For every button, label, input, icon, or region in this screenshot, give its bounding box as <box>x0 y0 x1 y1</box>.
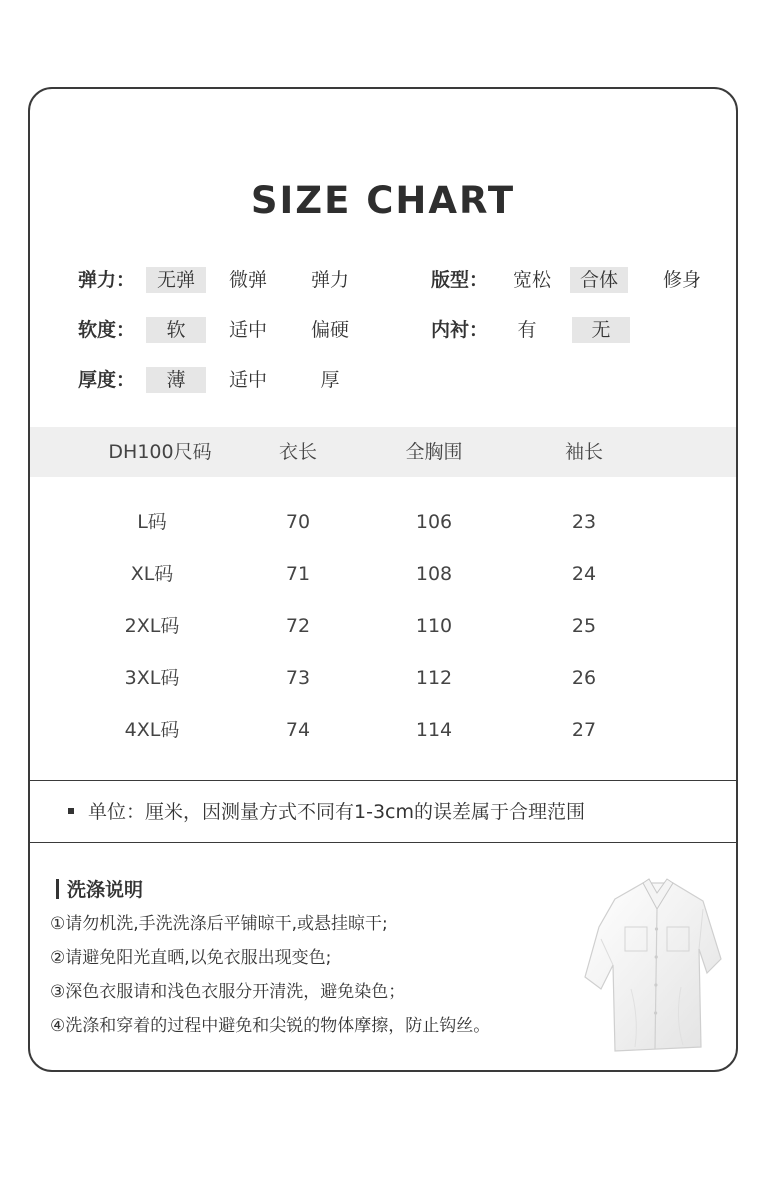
header-length: 衣长 <box>278 441 317 463</box>
cell-chest: 108 <box>415 563 453 585</box>
attr-row-3 <box>78 367 718 393</box>
unit-note-text: 单位：厘米，因测量方式不同有1-3cm的误差属于合理范围 <box>88 801 585 823</box>
cell-sleeve: 25 <box>571 615 597 637</box>
thickness-option-thick: 厚 <box>320 369 340 391</box>
softness-option-soft: 软 <box>146 317 206 343</box>
table-row <box>30 715 736 745</box>
wash-title <box>56 877 143 903</box>
table-row <box>30 663 736 693</box>
divider-top <box>30 780 736 781</box>
elasticity-label: 弹力： <box>78 269 136 291</box>
thickness-option-thin: 薄 <box>146 367 206 393</box>
unit-note <box>68 797 585 827</box>
cell-size: XL码 <box>130 563 174 585</box>
wash-line: ②请避免阳光直晒,以免衣服出现变色; <box>50 948 332 968</box>
cell-length: 74 <box>285 719 311 741</box>
fit-option-loose: 宽松 <box>512 269 551 291</box>
attr-row-1 <box>78 267 718 293</box>
cell-chest: 106 <box>415 511 453 533</box>
table-row <box>30 611 736 641</box>
page-title: SIZE CHART <box>250 179 516 222</box>
cell-chest: 110 <box>415 615 453 637</box>
attr-row-2 <box>78 317 718 343</box>
table-row <box>30 559 736 589</box>
fit-label: 版型： <box>431 269 489 291</box>
cell-chest: 112 <box>415 667 453 689</box>
wash-line: ①请勿机洗,手洗洗涤后平铺晾干,或悬挂晾干; <box>50 914 388 934</box>
cell-length: 73 <box>285 667 311 689</box>
cell-sleeve: 26 <box>571 667 597 689</box>
cell-size: 2XL码 <box>124 615 180 637</box>
cell-length: 70 <box>285 511 311 533</box>
header-sleeve: 袖长 <box>564 441 603 463</box>
thickness-label: 厚度： <box>78 369 136 391</box>
cell-sleeve: 27 <box>571 719 597 741</box>
cell-sleeve: 23 <box>571 511 597 533</box>
cell-chest: 114 <box>415 719 453 741</box>
bullet-icon <box>68 808 74 814</box>
softness-option-stiff: 偏硬 <box>310 319 349 341</box>
cell-size: L码 <box>137 511 167 533</box>
thickness-option-medium: 适中 <box>228 369 267 391</box>
cell-size: 3XL码 <box>124 667 180 689</box>
softness-label: 软度： <box>78 319 136 341</box>
wash-line: ③深色衣服请和浅色衣服分开清洗，避免染色； <box>50 982 406 1002</box>
elasticity-option-stretch: 弹力 <box>310 269 349 291</box>
white-shirt-image <box>575 869 725 1059</box>
size-chart-card <box>28 87 738 1072</box>
wash-title-text: 洗涤说明 <box>67 879 144 901</box>
fit-option-regular: 合体 <box>570 267 628 293</box>
cell-length: 72 <box>285 615 311 637</box>
title-bar-icon <box>56 879 59 899</box>
cell-size: 4XL码 <box>124 719 180 741</box>
header-size: DH100尺码 <box>108 441 212 463</box>
header-chest: 全胸围 <box>405 441 463 463</box>
table-row <box>30 507 736 537</box>
lining-label: 内衬： <box>431 319 489 341</box>
cell-sleeve: 24 <box>571 563 597 585</box>
wash-line: ④洗涤和穿着的过程中避免和尖锐的物体摩擦，防止钩丝。 <box>50 1016 491 1036</box>
elasticity-option-slight: 微弹 <box>228 269 267 291</box>
lining-option-no: 无 <box>572 317 630 343</box>
size-table-header <box>30 427 736 477</box>
fit-option-slim: 修身 <box>662 269 701 291</box>
cell-length: 71 <box>285 563 311 585</box>
elasticity-option-none: 无弹 <box>146 267 206 293</box>
softness-option-medium: 适中 <box>228 319 267 341</box>
lining-option-yes: 有 <box>517 319 537 341</box>
divider-bottom <box>30 842 736 843</box>
